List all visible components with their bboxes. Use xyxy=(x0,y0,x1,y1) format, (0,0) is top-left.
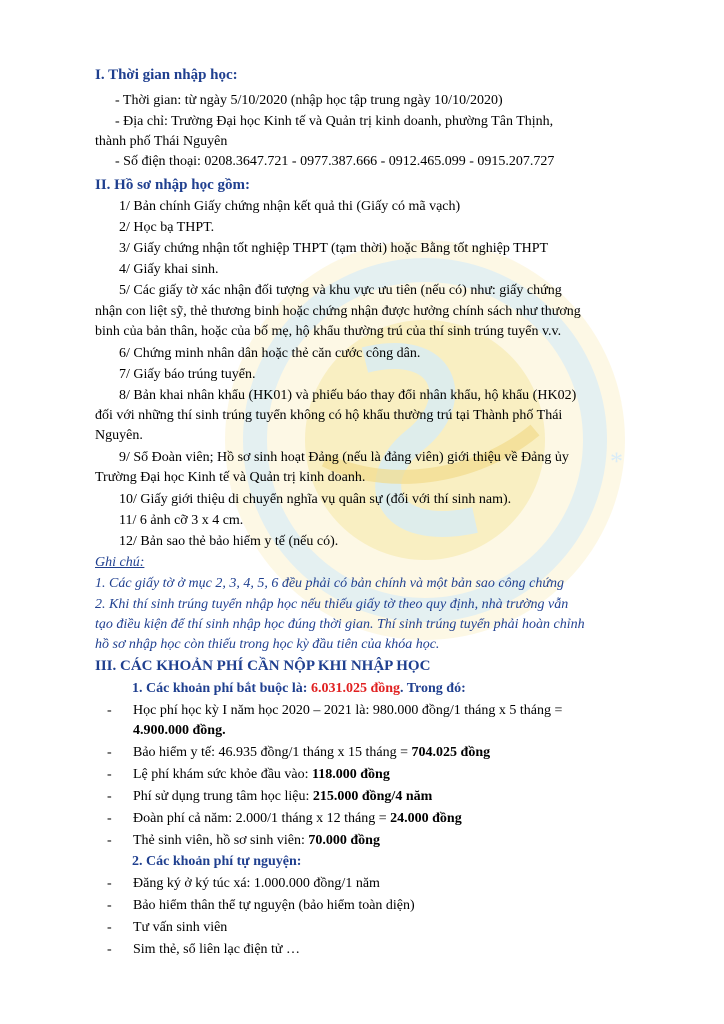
fee-body-insurance-text: Bảo hiểm thân thể tự nguyện (bảo hiểm toàn diện) xyxy=(133,898,415,913)
fee-health-check xyxy=(107,766,390,784)
fee-insurance-total: 704.025 đồng xyxy=(411,745,491,760)
fee-library-text: Phí sử dụng trung tâm học liệu: xyxy=(133,789,313,804)
doc-item-3: 3/ Giấy chứng nhận tốt nghiệp THPT (tạm thời) hoặc Bằng tốt nghiệp THPT xyxy=(119,241,549,256)
voluntary-fees-label: 2. Các khoản phí tự nguyện: xyxy=(132,854,302,869)
doc-item-9-line-1: 9/ Sổ Đoàn viên; Hồ sơ sinh hoạt Đảng (nếu là đảng viên) giới thiệu về Đảng ủy xyxy=(119,450,569,465)
section3-heading: III. CÁC KHOẢN PHÍ CẦN NỘP KHI NHẬP HỌC xyxy=(95,658,431,674)
list-dash: - xyxy=(107,703,112,718)
doc-item-5-line-1: 5/ Các giấy tờ xác nhận đối tượng và khu vực ưu tiên (nếu có) như: giấy chứng xyxy=(119,283,562,298)
mandatory-fees-suffix: . Trong đó: xyxy=(400,681,466,696)
list-dash: - xyxy=(107,745,112,760)
fee-sim-text: Sim thẻ, sổ liên lạc điện tử … xyxy=(133,942,301,957)
fee-library xyxy=(107,788,432,806)
doc-item-7: 7/ Giấy báo trúng tuyển. xyxy=(119,367,256,382)
fee-union xyxy=(107,810,462,828)
mandatory-fees-total: 6.031.025 đồng xyxy=(310,681,401,696)
doc-item-8-line-2: đối với những thí sinh trúng tuyển không có hộ khẩu thường trú tại Thành phố Thái xyxy=(95,408,563,423)
doc-item-12: 12/ Bản sao thẻ bảo hiểm y tế (nếu có). xyxy=(119,534,339,549)
fee-insurance xyxy=(107,744,490,762)
fee-union-total: 24.000 đồng xyxy=(390,811,462,826)
phone-numbers: - Số điện thoại: 0208.3647.721 - 0977.387.666 - 0912.465.099 - 0915.207.727 xyxy=(115,154,555,169)
doc-item-6: 6/ Chứng minh nhân dân hoặc thẻ căn cước công dân. xyxy=(119,346,421,361)
list-dash: - xyxy=(107,876,112,891)
section1-heading: I. Thời gian nhập học: xyxy=(95,67,238,83)
note-1: 1. Các giấy tờ ở mục 2, 3, 4, 5, 6 đều phải có bản chính và một bản sao công chứng xyxy=(95,576,564,591)
fee-health-text: Lệ phí khám sức khỏe đầu vào: xyxy=(133,767,313,782)
address-line-1: - Địa chỉ: Trường Đại học Kinh tế và Quản trị kinh doanh, phường Tân Thịnh, xyxy=(115,114,554,129)
note-2-line-1: 2. Khi thí sinh trúng tuyển nhập học nếu thiếu giấy tờ theo quy định, nhà trường vẫn xyxy=(95,597,569,612)
list-dash: - xyxy=(107,920,112,935)
list-dash: - xyxy=(107,811,112,826)
fee-tuition-total: 4.900.000 đồng. xyxy=(133,723,226,738)
admission-time: - Thời gian: từ ngày 5/10/2020 (nhập học tập trung ngày 10/10/2020) xyxy=(115,93,503,108)
list-dash: - xyxy=(107,898,112,913)
fee-tuition-text: Học phí học kỳ I năm học 2020 – 2021 là: 980.000 đồng/1 tháng x 5 tháng = xyxy=(133,703,563,718)
doc-item-5-line-3: binh của bản thân, hoặc của bố mẹ, hộ khẩu thường trú của thí sinh trúng tuyển v.v. xyxy=(95,324,562,339)
fee-insurance-text: Bảo hiểm y tế: 46.935 đồng/1 tháng x 15 tháng = xyxy=(133,745,412,760)
doc-item-2: 2/ Học bạ THPT. xyxy=(119,220,215,235)
fee-dorm-text: Đăng ký ở ký túc xá: 1.000.000 đồng/1 năm xyxy=(133,876,380,891)
fee-health-total: 118.000 đồng xyxy=(312,767,390,782)
doc-item-11: 11/ 6 ảnh cỡ 3 x 4 cm. xyxy=(119,513,244,528)
fee-dorm xyxy=(107,875,380,893)
fee-sim xyxy=(107,941,300,959)
fee-union-text: Đoàn phí cả năm: 2.000/1 tháng x 12 tháng = xyxy=(133,811,391,826)
fee-counseling xyxy=(107,919,227,937)
fee-library-total: 215.000 đồng/4 năm xyxy=(312,789,433,804)
doc-item-10: 10/ Giấy giới thiệu di chuyển nghĩa vụ quân sự (đối với thí sinh nam). xyxy=(119,492,512,507)
fee-body-insurance xyxy=(107,897,415,915)
section2-heading: II. Hồ sơ nhập học gồm: xyxy=(95,177,251,193)
fee-counseling-text: Tư vấn sinh viên xyxy=(133,920,228,935)
mandatory-fees-line xyxy=(132,680,466,698)
note-2-line-3: hồ sơ nhập học còn thiếu trong học kỳ đầu tiên của khóa học. xyxy=(95,637,440,652)
doc-item-8-line-1: 8/ Bản khai nhân khẩu (HK01) và phiếu báo thay đổi nhân khẩu, hộ khẩu (HK02) xyxy=(119,388,577,403)
doc-item-1: 1/ Bản chính Giấy chứng nhận kết quả thi (Giấy có mã vạch) xyxy=(119,199,461,214)
svg-text:*: * xyxy=(610,447,623,476)
doc-item-5-line-2: nhận con liệt sỹ, thẻ thương binh hoặc chứng nhận được hưởng chính sách như thương xyxy=(95,304,581,319)
notes-label: Ghi chú: xyxy=(95,555,145,570)
fee-tuition-line-1 xyxy=(107,702,562,720)
fee-student-card xyxy=(107,832,380,850)
note-2-line-2: tạo điều kiện để thí sinh nhập học đúng thời gian. Thí sinh trúng tuyển phải hoàn chỉnh xyxy=(95,617,585,632)
doc-item-9-line-2: Trường Đại học Kinh tế và Quản trị kinh doanh. xyxy=(95,470,366,485)
address-line-2: thành phố Thái Nguyên xyxy=(95,134,228,149)
fee-card-text: Thẻ sinh viên, hồ sơ sinh viên: xyxy=(133,833,309,848)
list-dash: - xyxy=(107,767,112,782)
doc-item-8-line-3: Nguyên. xyxy=(95,428,143,443)
list-dash: - xyxy=(107,942,112,957)
list-dash: - xyxy=(107,789,112,804)
mandatory-fees-label: 1. Các khoản phí bắt buộc là: xyxy=(132,681,311,696)
list-dash: - xyxy=(107,833,112,848)
fee-card-total: 70.000 đồng xyxy=(308,833,380,848)
doc-item-4: 4/ Giấy khai sinh. xyxy=(119,262,219,277)
